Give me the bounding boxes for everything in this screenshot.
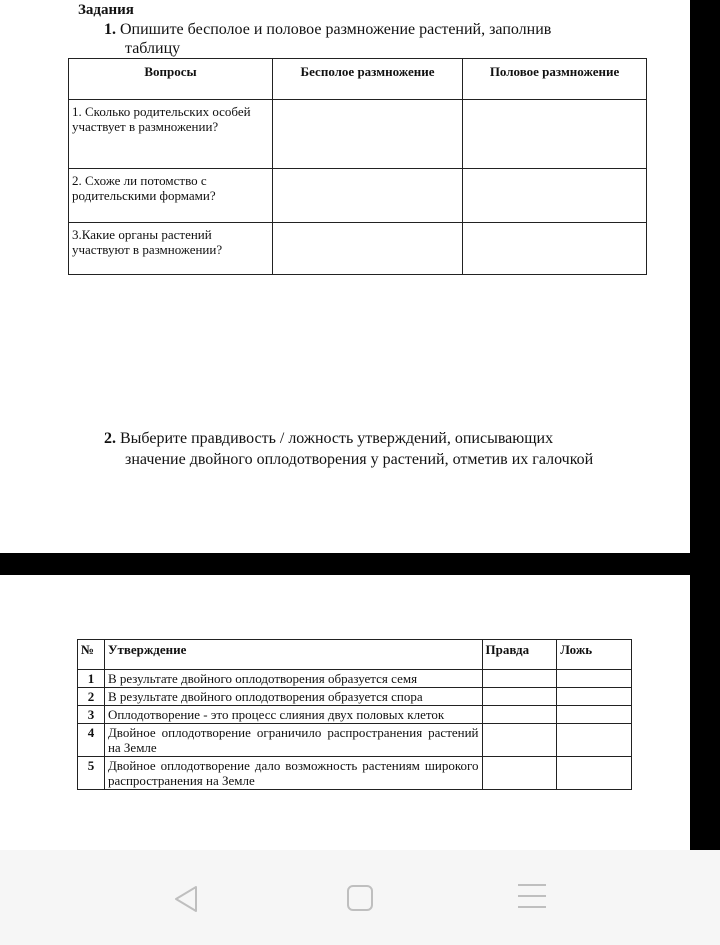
statement-cell: В результате двойного оплодотворения образуется семя <box>104 670 482 688</box>
asexual-answer-cell[interactable] <box>273 169 463 223</box>
true-checkbox-cell[interactable] <box>482 757 557 790</box>
row-number: 1 <box>78 670 105 688</box>
table-header-row <box>69 59 647 100</box>
header-number: № <box>78 640 105 670</box>
statement-cell: В результате двойного оплодотворения образуется спора <box>104 688 482 706</box>
false-checkbox-cell[interactable] <box>557 688 632 706</box>
row-number: 2 <box>78 688 105 706</box>
row-number: 5 <box>78 757 105 790</box>
table-row <box>78 706 632 724</box>
statement-cell: Двойное оплодотворение ограничило распространения растений на Земле <box>104 724 482 757</box>
header-false: Ложь <box>557 640 632 670</box>
header-asexual: Бесполое размножение <box>273 59 463 100</box>
menu-line <box>518 895 546 897</box>
false-checkbox-cell[interactable] <box>557 757 632 790</box>
header-true: Правда <box>482 640 557 670</box>
table-row <box>78 688 632 706</box>
back-icon-svg <box>168 881 204 917</box>
asexual-answer-cell[interactable] <box>273 100 463 169</box>
section-heading: Задания <box>78 2 134 18</box>
table-row <box>78 670 632 688</box>
task-2-instruction <box>104 428 640 470</box>
menu-line <box>518 884 546 886</box>
false-checkbox-cell[interactable] <box>557 724 632 757</box>
page-gap <box>0 553 720 575</box>
task-2-text-line1: Выберите правдивость / ложность утверждений, описывающих <box>120 430 554 447</box>
menu-line <box>518 906 546 908</box>
three-lines-menu-icon[interactable] <box>518 884 546 912</box>
task-2-number: 2. <box>104 430 116 447</box>
row-number: 4 <box>78 724 105 757</box>
header-questions: Вопросы <box>69 59 273 100</box>
task-1-text-line1: Опишите бесполое и половое размножение растений, заполнив <box>120 21 552 38</box>
square-home-icon[interactable] <box>347 885 373 911</box>
right-edge-background <box>690 0 720 850</box>
task-1-number: 1. <box>104 21 116 38</box>
header-statement: Утверждение <box>104 640 482 670</box>
table-header-row <box>78 640 632 670</box>
true-checkbox-cell[interactable] <box>482 688 557 706</box>
table-row <box>78 724 632 757</box>
document-page-2[interactable] <box>0 575 690 850</box>
header-sexual: Половое размножение <box>463 59 647 100</box>
sexual-answer-cell[interactable] <box>463 169 647 223</box>
table-row <box>69 100 647 169</box>
table-row <box>69 223 647 275</box>
task-1-instruction <box>104 20 640 58</box>
true-checkbox-cell[interactable] <box>482 670 557 688</box>
question-cell: 3.Какие органы растений участвуют в размножении? <box>69 223 273 275</box>
statement-cell: Двойное оплодотворение дало возможность растениям широкого распространения на Земле <box>104 757 482 790</box>
task-1-text-line2: таблицу <box>125 40 181 57</box>
statement-cell: Оплодотворение - это процесс слияния двух половых клеток <box>104 706 482 724</box>
reproduction-table <box>68 58 647 275</box>
false-checkbox-cell[interactable] <box>557 706 632 724</box>
table-row <box>78 757 632 790</box>
question-cell: 1. Сколько родительских особей участвует в размножении? <box>69 100 273 169</box>
true-checkbox-cell[interactable] <box>482 706 557 724</box>
true-checkbox-cell[interactable] <box>482 724 557 757</box>
triangle-back-icon[interactable] <box>168 881 204 917</box>
task-2-text-line2: значение двойного оплодотворения у растений, отметив их галочкой <box>125 451 594 468</box>
sexual-answer-cell[interactable] <box>463 223 647 275</box>
table-row <box>69 169 647 223</box>
statements-table <box>77 639 632 790</box>
asexual-answer-cell[interactable] <box>273 223 463 275</box>
sexual-answer-cell[interactable] <box>463 100 647 169</box>
row-number: 3 <box>78 706 105 724</box>
false-checkbox-cell[interactable] <box>557 670 632 688</box>
question-cell: 2. Схоже ли потомство с родительскими формами? <box>69 169 273 223</box>
